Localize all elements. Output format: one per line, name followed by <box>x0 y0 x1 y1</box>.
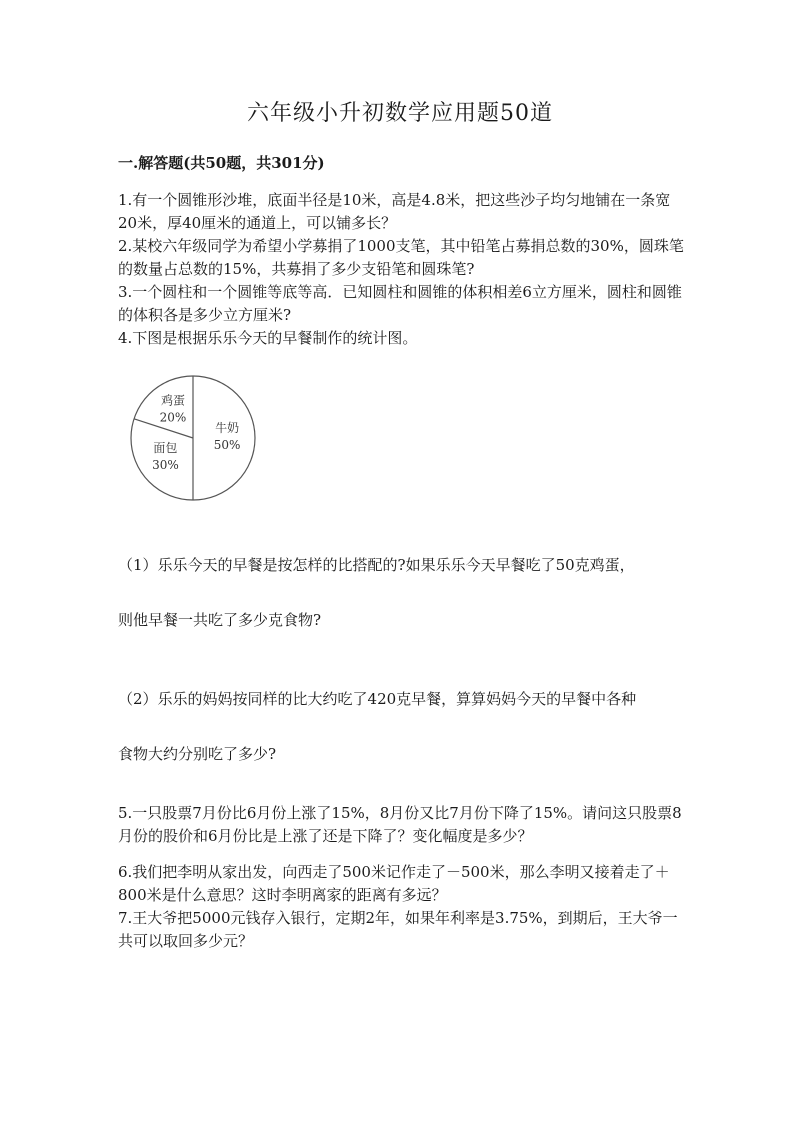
sub-question-1-line-1: （1）乐乐今天的早餐是按怎样的比搭配的?如果乐乐今天早餐吃了50克鸡蛋， <box>118 556 635 574</box>
section-heading: 一.解答题(共50题，共301分) <box>118 154 325 172</box>
question-6: 6.我们把李明从家出发，向西走了500米记作走了－500米，那么李明又接着走了＋800米是什么意思？这时李明离家的距离有多远？ <box>118 863 670 904</box>
question-3: 3.一个圆柱和一个圆锥等底等高．已知圆柱和圆锥的体积相差6立方厘米，圆柱和圆锥的体积各是多少立方厘米? <box>118 283 682 324</box>
pie-slice-label: 鸡蛋 <box>160 393 185 408</box>
question-1: 1.有一个圆锥形沙堆，底面半径是10米，高是4.8米，把这些沙子均匀地铺在一条宽20米，厚40厘米的通道上，可以铺多长？ <box>118 191 671 232</box>
pie-slice-label: 面包 <box>153 441 178 456</box>
sub-question-2-line-2: 食物大约分别吃了多少? <box>118 745 277 763</box>
pie-slice-value-label: 20% <box>159 410 187 425</box>
pie-slice-value-label: 30% <box>152 458 179 473</box>
breakfast-pie-chart <box>128 372 258 504</box>
pie-labels <box>152 393 240 472</box>
question-4: 4.下图是根据乐乐今天的早餐制作的统计图。 <box>118 329 418 347</box>
question-2: 2.某校六年级同学为希望小学募捐了1000支笔，其中铅笔占募捐总数的30%，圆珠笔的数量占总数的15%，共募捐了多少支铅笔和圆珠笔? <box>118 237 684 278</box>
page-title: 六年级小升初数学应用题50道 <box>247 101 553 126</box>
sub-question-1-line-2: 则他早餐一共吃了多少克食物? <box>118 611 322 629</box>
sub-question-2-line-1: （2）乐乐的妈妈按同样的比大约吃了420克早餐，算算妈妈今天的早餐中各种 <box>118 690 637 708</box>
question-7: 7.王大爷把5000元钱存入银行，定期2年，如果年利率是3.75%，到期后，王大爷一共可以取回多少元？ <box>118 909 678 950</box>
question-5: 5.一只股票7月份比6月份上涨了15%，8月份又比7月份下降了15%。请问这只股票8月份的股价和6月份比是上涨了还是下降了？变化幅度是多少？ <box>118 804 682 845</box>
pie-slice-label: 牛奶 <box>215 421 240 435</box>
pie-slice-value-label: 50% <box>213 438 241 452</box>
